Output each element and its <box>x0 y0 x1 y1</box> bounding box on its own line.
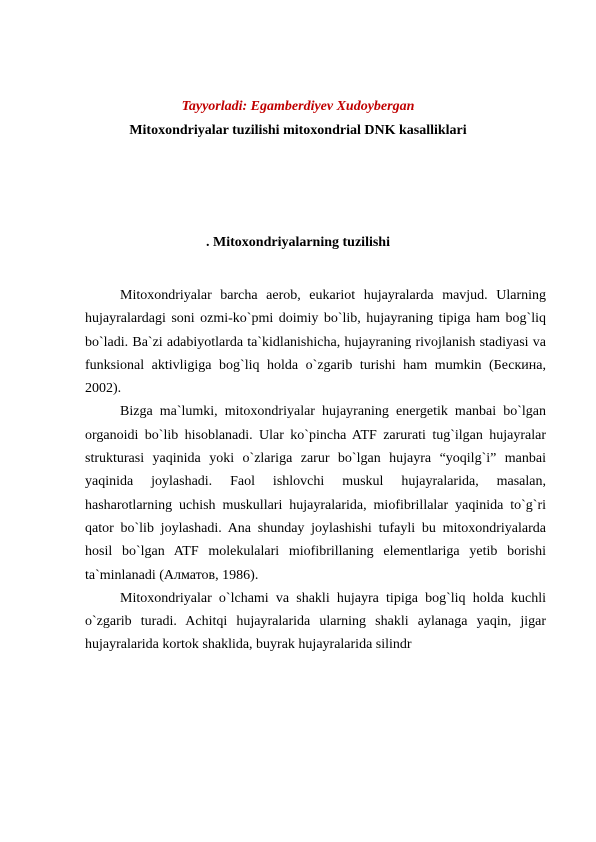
paragraph: Mitoxondriyalar o`lchami va shakli hujayra tipiga bog`liq holda kuchli o`zgarib turadi. Achitqi hujayralarida ularning shakli aylanaga yaqin, jigar hujayralarida kortok shaklida, buyrak hujayralarida silindr <box>85 590 546 653</box>
document-title: Mitoxondriyalar tuzilishi mitoxondrial DNK kasalliklari <box>129 123 467 138</box>
body-text <box>85 284 546 657</box>
author-line: Tayyorladi: Egamberdiyev Xudoybergan <box>181 99 415 114</box>
paragraph: Mitoxondriyalar barcha aerob, eukariot hujayralarda mavjud. Ularning hujayralardagi soni ozmi-ko`pmi doimiy bo`lib, hujayraning tipiga ham bog`liq bo`ladi. Ba`zi adabiyotlarda ta`kidlanishicha, hujayraning rivojlanish stadiyasi va funksional aktivligiga bog`liq holda o`zgarib turishi ham mumkin (Бескина, 2002). <box>85 288 546 397</box>
paragraph: Bizga ma`lumki, mitoxondriyalar hujayraning energetik manbai bo`lgan organoidi bo`lib hisoblanadi. Ular ko`pincha ATF zarurati tug`ilgan hujayralar strukturasi yaqinida yoki o`zlariga zarur bo`lgan hujayra “yoqilg`i” manbai yaqinida joylashadi. Faol ishlovchi muskul hujayralarida, masalan, hasharotlarning uchish muskullari hujayralarida, miofibrillalar yaqinida to`g`ri qator bo`lib joylashadi. Ana shunday joylashishi tufayli bu mitoxondriyalarda hosil bo`lgan ATF molekulalari miofibrillaning elementlariga yetib borishi ta`minlanadi (Алматов, 1986). <box>85 404 546 583</box>
section-heading: . Mitoxondriyalarning tuzilishi <box>206 235 390 250</box>
